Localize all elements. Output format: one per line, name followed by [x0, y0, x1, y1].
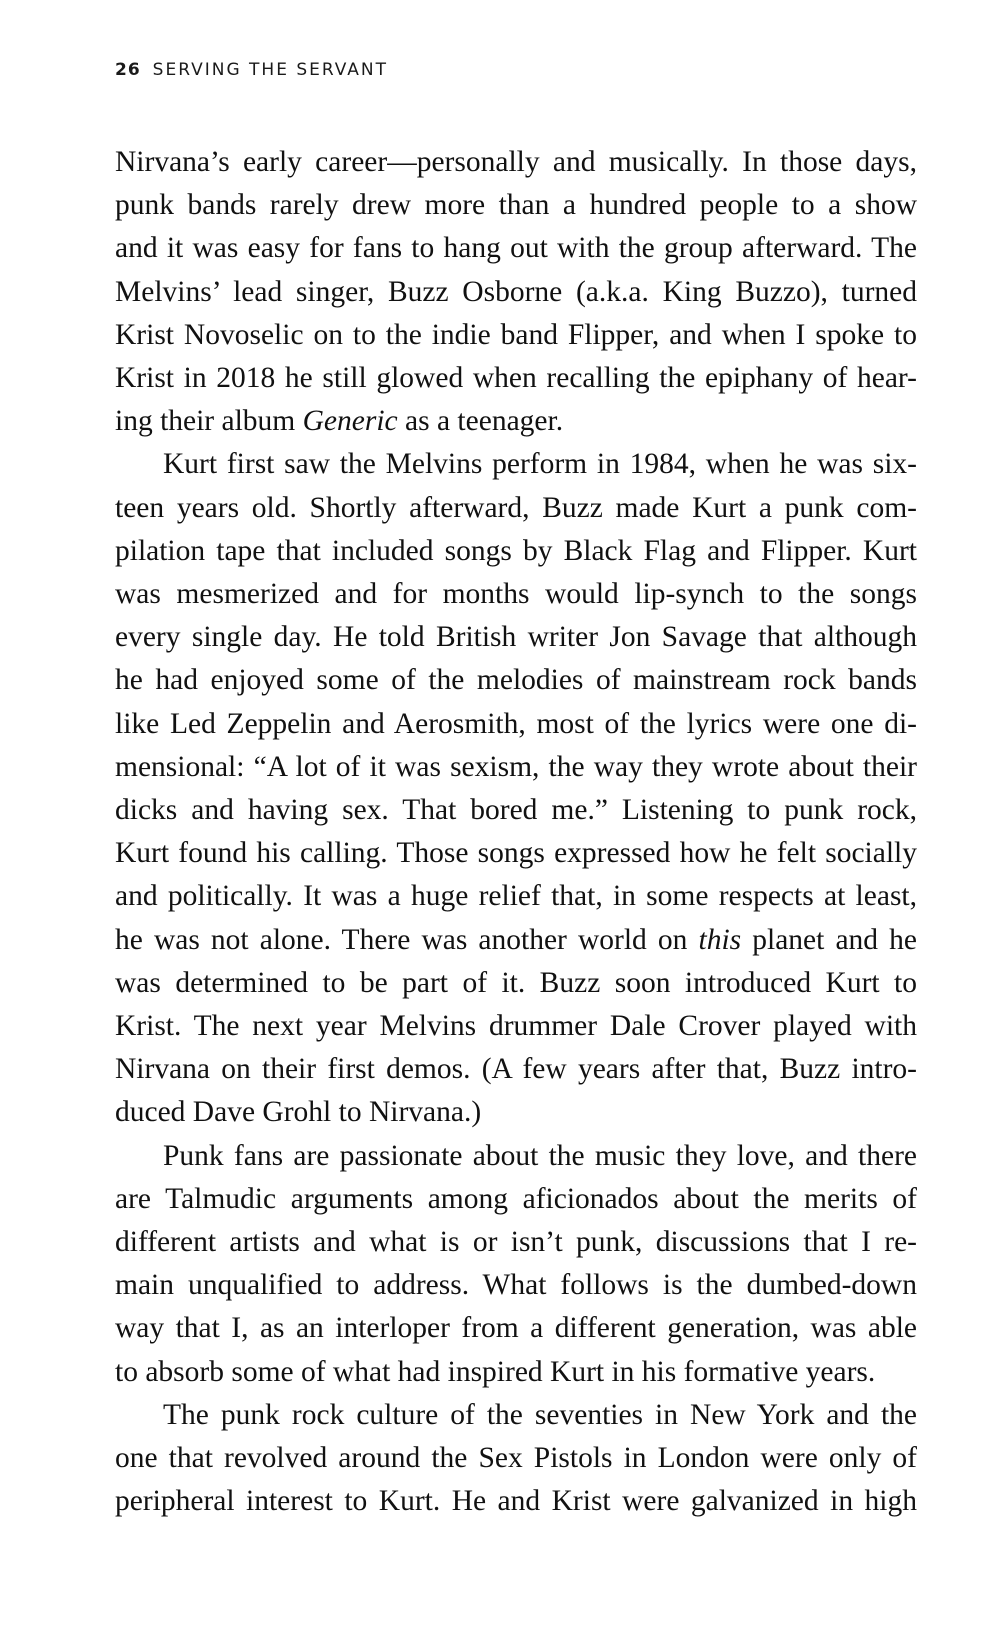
- text-line: Kurt first saw the Melvins perform in 1984, when he was six-: [163, 448, 917, 481]
- text-line: dicks and having sex. That bored me.” Listening to punk rock,: [115, 794, 917, 827]
- text-line: different artists and what is or isn’t punk, discussions that I re-: [115, 1226, 917, 1259]
- text-line: Kurt found his calling. Those songs expressed how he felt socially: [115, 837, 917, 870]
- text-line: Krist. The next year Melvins drummer Dale Crover played with: [115, 1010, 917, 1043]
- text-line: Krist Novoselic on to the indie band Flipper, and when I spoke to: [115, 318, 917, 351]
- text-line: Punk fans are passionate about the music they love, and there: [163, 1139, 917, 1172]
- text-line: ing their album Generic as a teenager.: [115, 405, 564, 438]
- text-line: he was not alone. There was another world on this planet and he: [115, 923, 917, 956]
- text-line: Nirvana on their first demos. (A few years after that, Buzz intro-: [115, 1053, 917, 1086]
- text-line: duced Dave Grohl to Nirvana.): [115, 1096, 482, 1129]
- text-line: every single day. He told British writer Jon Savage that although: [115, 621, 917, 654]
- text-line: peripheral interest to Kurt. He and Krist were galvanized in high: [115, 1485, 917, 1518]
- emphasis: this: [698, 923, 742, 956]
- text-line: main unqualified to address. What follows is the dumbed-down: [115, 1269, 917, 1302]
- text-line: like Led Zeppelin and Aerosmith, most of the lyrics were one di-: [115, 707, 917, 740]
- text-line: are Talmudic arguments among aficionados about the merits of: [115, 1182, 917, 1215]
- text-line: mensional: “A lot of it was sexism, the way they wrote about their: [115, 750, 917, 783]
- text-line: was determined to be part of it. Buzz soon introduced Kurt to: [115, 966, 917, 999]
- text-line: The punk rock culture of the seventies in New York and the: [163, 1398, 917, 1431]
- text-line: and politically. It was a huge relief that, in some respects at least,: [115, 880, 917, 913]
- album-title: Generic: [302, 405, 398, 438]
- text-line: punk bands rarely drew more than a hundred people to a show: [115, 189, 917, 222]
- text-line: to absorb some of what had inspired Kurt in his formative years.: [115, 1355, 876, 1388]
- text-line: Krist in 2018 he still glowed when recalling the epiphany of hear-: [115, 362, 917, 395]
- running-head: [115, 60, 388, 80]
- text-line: way that I, as an interloper from a different generation, was able: [115, 1312, 917, 1345]
- text-line: one that revolved around the Sex Pistols in London were only of: [115, 1442, 917, 1475]
- text-line: Melvins’ lead singer, Buzz Osborne (a.k.a. King Buzzo), turned: [115, 275, 917, 308]
- text-line: he had enjoyed some of the melodies of mainstream rock bands: [115, 664, 917, 697]
- running-title: SERVING THE SERVANT: [152, 60, 389, 80]
- text-line: was mesmerized and for months would lip-synch to the songs: [115, 578, 917, 611]
- text-line: teen years old. Shortly afterward, Buzz made Kurt a punk com-: [115, 491, 917, 524]
- text-line: and it was easy for fans to hang out with the group afterward. The: [115, 232, 917, 265]
- text-line: Nirvana’s early career—personally and musically. In those days,: [115, 146, 917, 178]
- page-number: 26: [115, 60, 141, 80]
- text-line: pilation tape that included songs by Black Flag and Flipper. Kurt: [115, 534, 917, 567]
- body-text: [115, 141, 917, 1524]
